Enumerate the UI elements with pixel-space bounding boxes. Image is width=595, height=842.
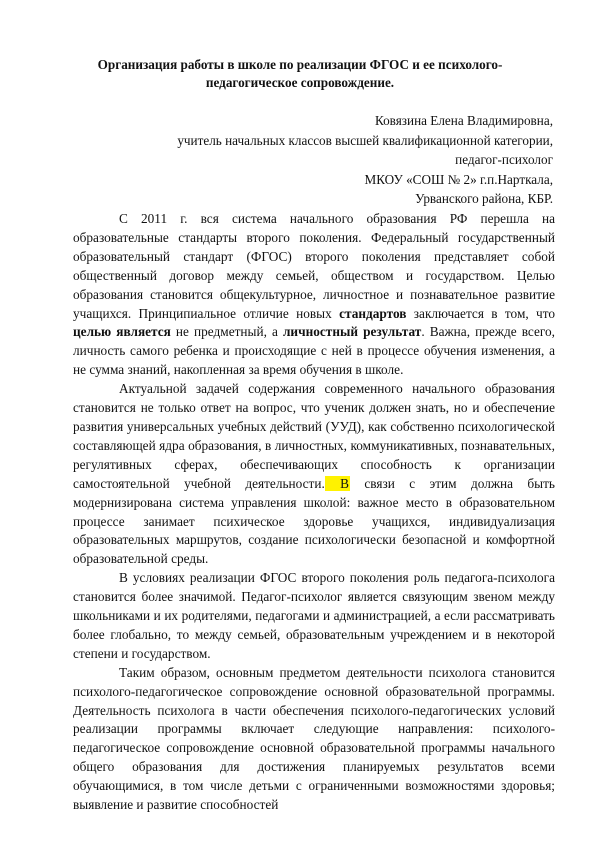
highlighted-text: В (325, 475, 350, 491)
author-school: МКОУ «СОШ № 2» г.п.Нарткала, (364, 171, 553, 187)
document-title (60, 56, 540, 92)
paragraph-1-text-b: заключается в том, что (406, 305, 555, 321)
author-district: Урванского района, КБР. (415, 191, 553, 207)
paragraph-1-text-a: С 2011 г. вся система начального образования РФ перешла на образовательные стандарты второго поколения. Федеральный государственный образовательный стандарт (ФГОС) второго поколения представляет собой общественный договор между семьей, обществом и государством. Целью образования становится общекультурное, личностное и познавательное развитие учащихся. Принципиальное отличие новых (73, 211, 555, 321)
paragraph-1-text-c: не предметный, а (170, 324, 283, 340)
paragraph-3: В условиях реализации ФГОС второго поколения роль педагога-психолога становится более значимой. Педагог-психолог является связующим звеном между школьниками и их родителями, педагогами и администрацией, а если рассматривать более глобально, то между семьей, образовательным учреждением и в некоторой степени и государством. (73, 570, 555, 661)
title-line-2: педагогическое сопровождение. (205, 75, 395, 90)
author-name: Ковязина Елена Владимировна, (374, 113, 553, 128)
paragraph-1-text-d: . Важна, прежде всего, личность самого ребенка и происходящие с ней в процессе обучения изменения, а не сумма знаний, накопленная за время обучения в школе. (73, 324, 555, 378)
author-block (93, 111, 553, 209)
paragraph-1-bold-b: целью является (73, 324, 171, 340)
paragraph-2 (73, 380, 555, 569)
paragraph-1-bold-c: личностный результат (282, 324, 422, 340)
author-role: педагог-психолог (455, 152, 553, 168)
paragraph-2-text-b: связи с этим должна быть модернизирована система управления школой: важное место в образовательном процессе занимает психическое здоровье учащихся, индивидуализация образовательных маршрутов, создание психологически безопасной и комфортной образовательной среды. (73, 475, 555, 567)
paragraph-2-text-a: Актуальной задачей содержания современного начального образования становится не только ответ на вопрос, что ученик должен знать, но и обеспечение развития универсальных учебных действий (УУД), как собственно психологической составляющей ядра образования, в личностных, коммуникативных, познавательных, регулятивных сферах, обеспечивающих способность к организации самостоятельной учебной деятельности. (73, 381, 555, 491)
paragraph-4: Таким образом, основным предметом деятельности психолога становится психолого-педагогическое сопровождение основной образовательной программы. Деятельность психолога в части обеспечения психолого-педагогических условий реализации программы включает следующие направления: психолого-педагогическое сопровождение основной образовательной программы начального общего образования для достижения планируемых результатов всеми обучающимися, в том числе детьми с ограниченными возможностями здоровья; выявление и развитие способностей (73, 664, 555, 813)
paragraph-1-bold-a: стандартов (339, 305, 407, 321)
paragraph-1 (73, 210, 555, 380)
title-line-1: Организация работы в школе по реализации ФГОС и ее психолого- (97, 57, 503, 72)
body-text (73, 210, 555, 815)
author-position: учитель начальных классов высшей квалификационной категории, (177, 132, 553, 148)
